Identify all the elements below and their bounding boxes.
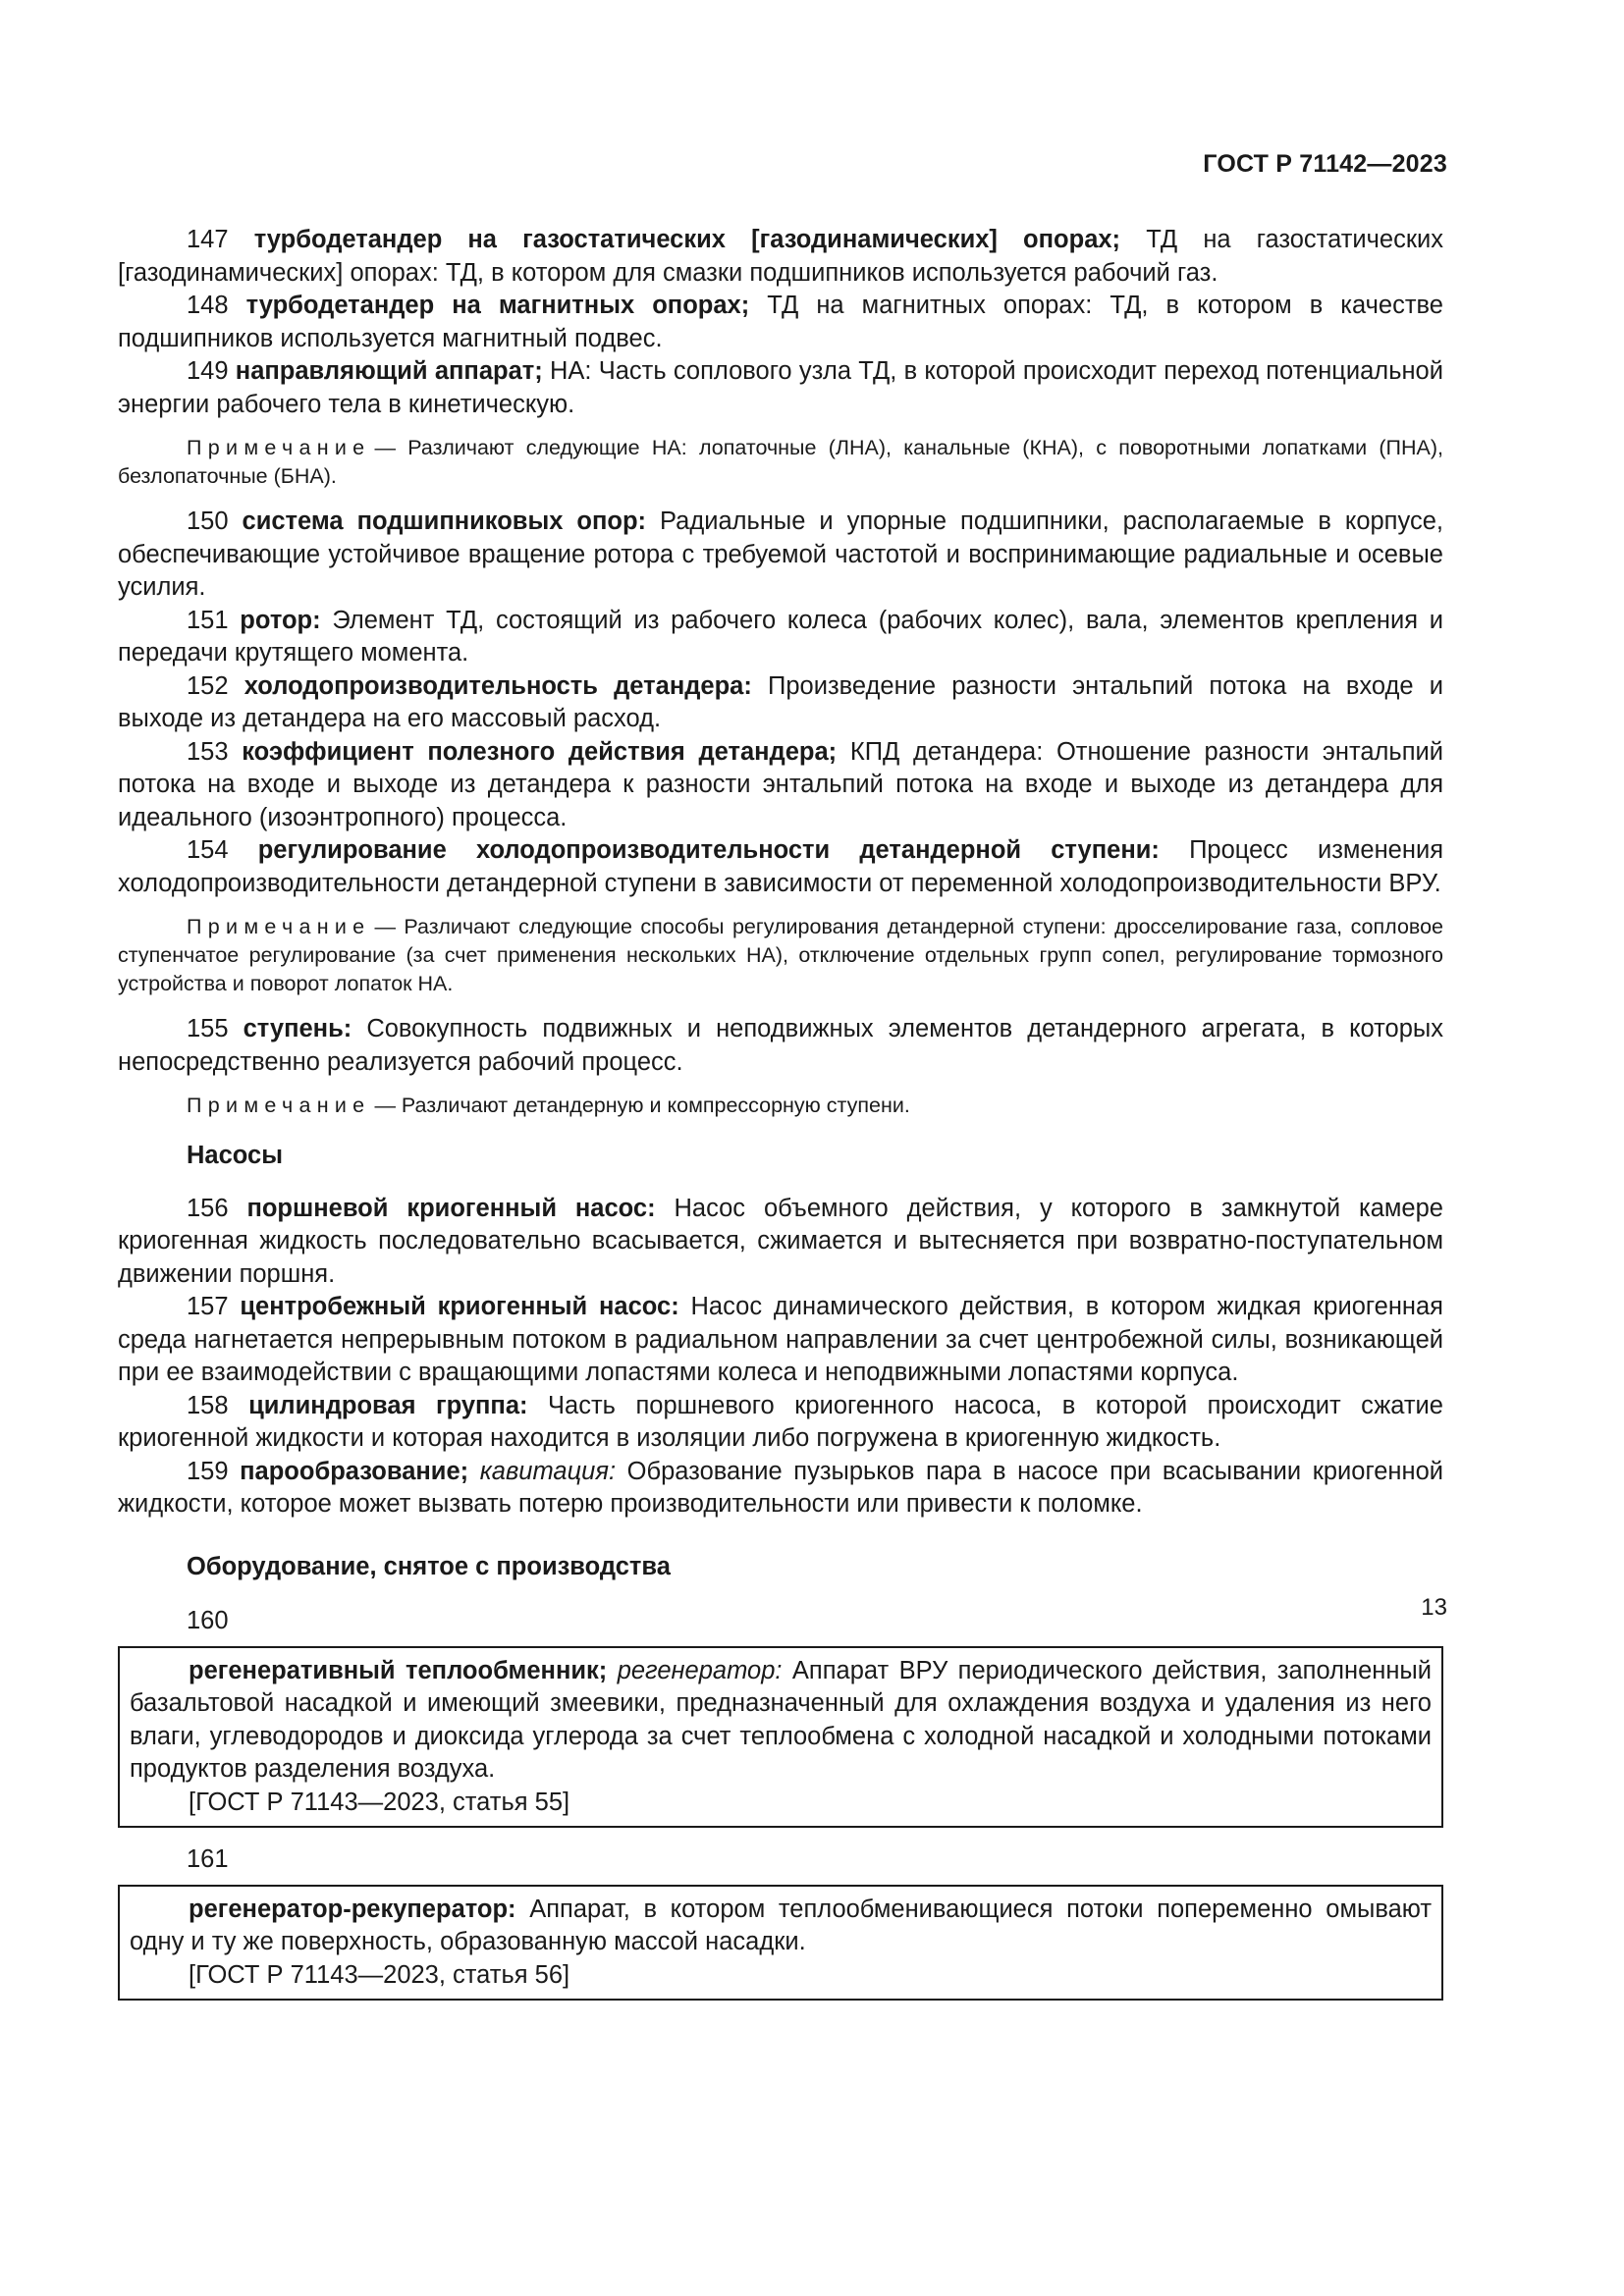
- entry-151: 151 ротор: Элемент ТД, состоящий из рабочего колеса (рабочих колес), вала, элементов крепления и передачи крутящего момента.: [118, 606, 1443, 667]
- boxed-definition: регенератор-рекуператор: Аппарат, в котором теплообменивающиеся потоки попеременно омывают одну и ту же поверхность, образованную массой насадки.: [130, 1895, 1432, 1955]
- entry-148: 148 турбодетандер на магнитных опорах; ТД на магнитных опорах: ТД, в котором в качестве подшипников используется магнитный подвес.: [118, 292, 1443, 352]
- entry-159: 159 парообразование; кавитация: Образование пузырьков пара в насосе при всасывании криогенной жидкости, которое может вызвать потерю производительности или привести к поломке.: [118, 1457, 1443, 1518]
- boxed-entry-number: 161: [187, 1845, 229, 1873]
- entry-152: 152 холодопроизводительность детандера: Произведение разности энтальпий потока на входе и выходе из детандера на его массовый расход.: [118, 671, 1444, 732]
- entry-147: 147 турбодетандер на газостатических [газодинамических] опорах; ТД на газостатических [газодинамических] опорах: ТД, в котором для смазки подшипников используется рабочий газ.: [118, 226, 1443, 287]
- boxed-entry-160: [118, 1646, 1443, 1829]
- note-2: Примечание — Различают следующие способы регулирования детандерной ступени: дросселирование газа, сопловое ступенчатое регулирование (за счет применения нескольких НА), отключение отдельных групп сопел, регулирование тормозного устройства и поворот лопаток НА.: [118, 915, 1443, 995]
- entry-154: 154 регулирование холодопроизводительности детандерной ступени: Процесс изменения холодопроизводительности детандерной ступени в зависимости от переменной холодопроизводительности ВРУ.: [118, 836, 1443, 897]
- entry-153: 153 коэффициент полезного действия детандера; КПД детандера: Отношение разности энтальпий потока на входе и выходе из детандера к разности энтальпий потока на входе и выходе из детандера для идеального (изоэнтропного) процесса.: [118, 737, 1444, 831]
- note-label: Примечание: [187, 915, 371, 938]
- boxed-entry-number: 160: [187, 1607, 229, 1634]
- entry-156: 156 поршневой криогенный насос: Насос объемного действия, у которого в замкнутой камере криогенная жидкость последовательно всасывается, сжимается и вытесняется при возвратно-поступательном движении поршня.: [118, 1194, 1443, 1288]
- boxed-reference: [ГОСТ Р 71143—2023, статья 56]: [189, 1960, 570, 1989]
- boxed-reference: [ГОСТ Р 71143—2023, статья 55]: [189, 1788, 570, 1816]
- boxed-definition: регенеративный теплообменник; регенератор: Аппарат ВРУ периодического действия, заполненный базальтовой насадкой и имеющий змеевики, предназначенный для охлаждения воздуха и удаления из него влаги, углеводородов и диоксида углерода за счет теплообмена с холодной насадкой и холодными потоками продуктов разделения воздуха.: [130, 1656, 1432, 1783]
- section-heading-pumps: Насосы: [187, 1142, 283, 1169]
- entry-158: 158 цилиндровая группа: Часть поршневого криогенного насоса, в которой происходит сжатие криогенной жидкости и которая находится в изоляции либо погружена в криогенную жидкость.: [118, 1391, 1443, 1452]
- document-body: [118, 224, 1443, 2001]
- note-1: Примечание — Различают следующие НА: лопаточные (ЛНА), канальные (КНА), с поворотными лопатками (ПНА), безлопаточные (БНА).: [118, 436, 1443, 488]
- entry-157: 157 центробежный криогенный насос: Насос динамического действия, в котором жидкая криогенная среда нагнетается непрерывным потоком в радиальном направлении за счет центробежной силы, возникающей при ее взаимодействии с вращающими лопастями колеса и неподвижными лопастями корпуса.: [118, 1293, 1443, 1386]
- boxed-entry-161: [118, 1885, 1443, 2002]
- page-number: 13: [1421, 1594, 1447, 1621]
- entry-149: 149 направляющий аппарат; НА: Часть соплового узла ТД, в которой происходит переход потенциальной энергии рабочего тела в кинетическую.: [118, 357, 1443, 418]
- note-3: Примечание — Различают детандерную и компрессорную ступени.: [187, 1094, 910, 1117]
- entry-150: 150 система подшипниковых опор: Радиальные и упорные подшипники, располагаемые в корпусе, обеспечивающие устойчивое вращение ротора с требуемой частотой и воспринимающие радиальные и осевые усилия.: [118, 507, 1443, 601]
- section-heading-discontinued: Оборудование, снятое с производства: [187, 1552, 671, 1580]
- note-label: Примечание: [187, 436, 371, 459]
- note-label: Примечание: [187, 1094, 371, 1117]
- document-header: ГОСТ Р 71142—2023: [1203, 150, 1447, 178]
- entry-155: 155 ступень: Совокупность подвижных и неподвижных элементов детандерного агрегата, в которых непосредственно реализуется рабочий процесс.: [118, 1015, 1443, 1076]
